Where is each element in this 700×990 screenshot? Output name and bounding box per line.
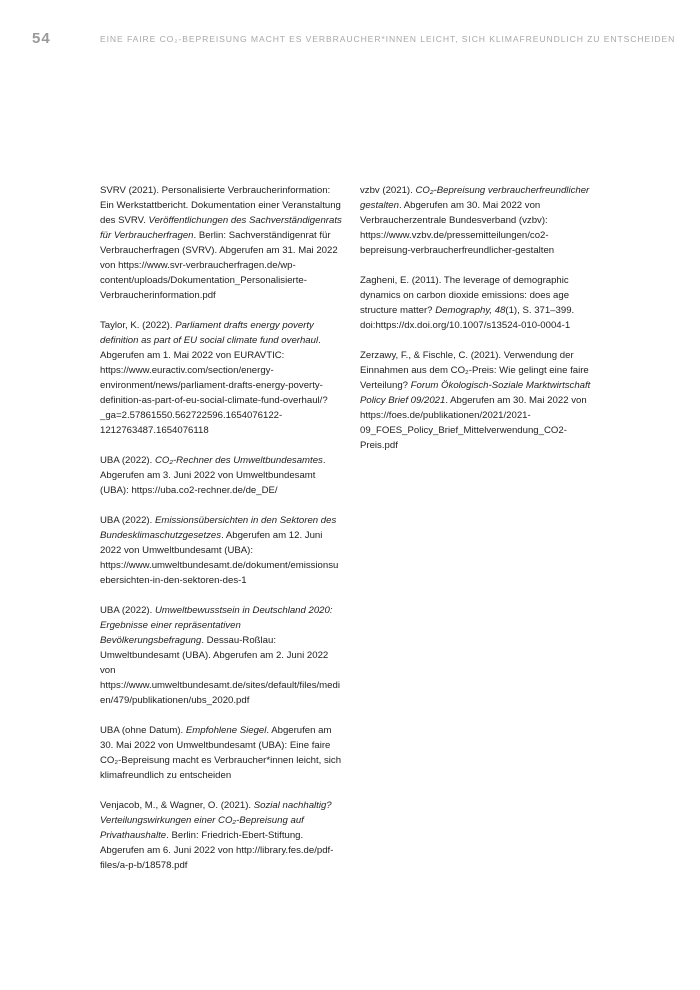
reference-entry: vzbv (2021). CO₂-Bepreisung verbraucherfreundlicher gestalten. Abgerufen am 30. Mai 2022 von Verbraucherzentrale Bundesverband (vzbv): https://www.vzbv.de/pressemitteilungen/co2-bepreisung-verbraucherfreundlicher-gestalten — [360, 185, 590, 256]
reference-entry: Zerzawy, F., & Fischle, C. (2021). Verwendung der Einnahmen aus dem CO₂-Preis: Wie gelingt eine faire Verteilung? Forum Ökologisch-Soziale Marktwirtschaft Policy Brief 09/2021. Abgerufen am 30. Mai 2022 von https://foes.de/publikationen/2021/2021-09_FOES_Policy_Brief_Mittelverwendung_CO2-Preis.pdf — [360, 350, 591, 451]
reference-entry: Taylor, K. (2022). Parliament drafts energy poverty definition as part of EU social climate fund overhaul. Abgerufen am 1. Mai 2022 von EURAVTIC: https://www.euractiv.com/section/energy-environment/news/parliament-drafts-energy-poverty-definition-as-part-of-eu-social-climate-fund-overhaul/?_ga=2.57861550.562722596.1654076122-1212763487.1654076118 — [100, 320, 328, 436]
references-right-column — [360, 183, 592, 468]
reference-entry: Zagheni, E. (2011). The leverage of demographic dynamics on carbon dioxide emissions: does age structure matter? Demography, 48(1), S. 371–399. doi:https://dx.doi.org/10.1007/s13524-010-0004-1 — [360, 275, 575, 331]
reference-entry: UBA (2022). CO₂-Rechner des Umweltbundesamtes. Abgerufen am 3. Juni 2022 von Umweltbundesamt (UBA): https://uba.co2-rechner.de/de_DE/ — [100, 455, 326, 496]
reference-entry: SVRV (2021). Personalisierte Verbraucherinformation: Ein Werkstattbericht. Dokumentation einer Veranstaltung des SVRV. Veröffentlichungen des Sachverständigenrats für Verbraucherfragen. Berlin: Sachverständigenrat für Verbraucherfragen (SVRV). Abgerufen am 31. Mai 2022 von https://www.svr-verbraucherfragen.de/wp-content/uploads/Dokumentation_Personalisierte-Verbraucherinformation.pdf — [100, 185, 342, 301]
reference-entry: Venjacob, M., & Wagner, O. (2021). Sozial nachhaltig? Verteilungswirkungen einer CO₂-Bepreisung auf Privathaushalte. Berlin: Friedrich-Ebert-Stiftung. Abgerufen am 6. Juni 2022 von http://library.fes.de/pdf-files/a-p-b/18578.pdf — [100, 800, 334, 871]
page-number: 54 — [32, 30, 51, 47]
references-left-column — [100, 183, 342, 888]
reference-entry: UBA (2022). Emissionsübersichten in den Sektoren des Bundesklimaschutzgesetzes. Abgerufen am 12. Juni 2022 von Umweltbundesamt (UBA): https://www.umweltbundesamt.de/dokument/emissionsuebersichten-in-den-sektoren-des-1 — [100, 515, 339, 586]
reference-entry: UBA (ohne Datum). Empfohlene Siegel. Abgerufen am 30. Mai 2022 von Umweltbundesamt (UBA): Eine faire CO₂-Bepreisung macht es Verbraucher*innen leicht, sich klimafreundlich zu entscheiden — [100, 725, 342, 781]
reference-entry: UBA (2022). Umweltbewusstsein in Deutschland 2020: Ergebnisse einer repräsentativen Bevölkerungsbefragung. Dessau-Roßlau: Umweltbundesamt (UBA). Abgerufen am 2. Juni 2022 von https://www.umweltbundesamt.de/sites/default/files/medien/479/publikationen/ubs_2020.pdf — [100, 605, 340, 706]
running-header: EINE FAIRE CO₂-BEPREISUNG MACHT ES VERBRAUCHER*INNEN LEICHT, SICH KLIMAFREUNDLICH ZU ENTSCHEIDEN — [100, 34, 676, 44]
